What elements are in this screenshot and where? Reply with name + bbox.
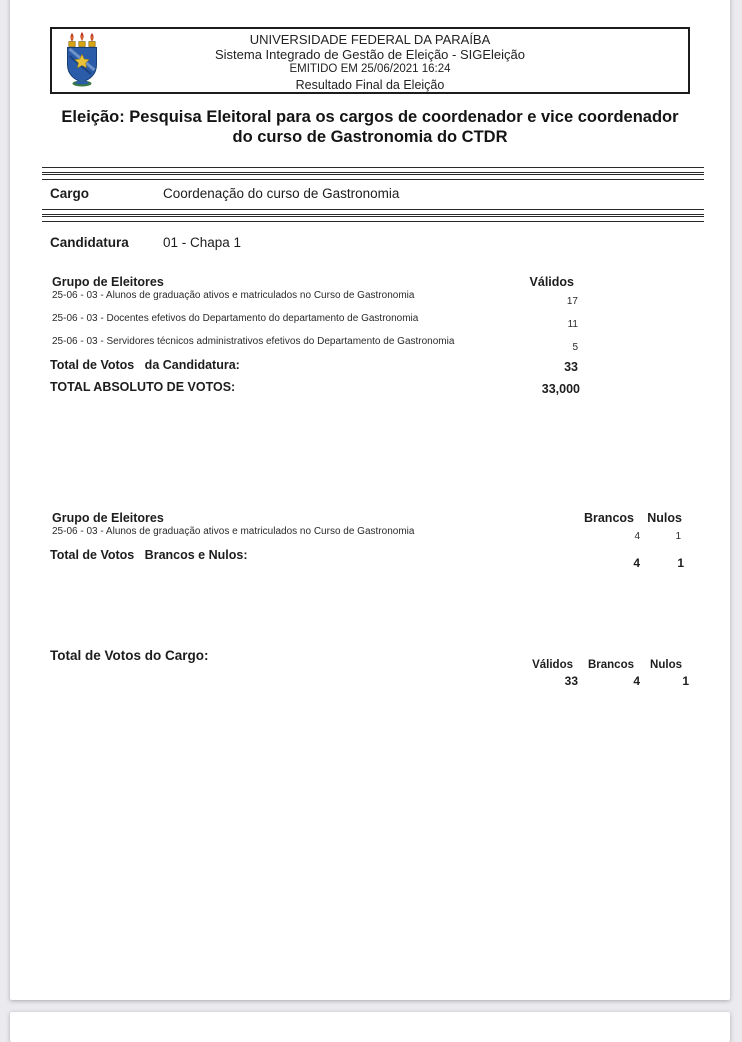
blank-table-brancos-header: Brancos: [583, 511, 634, 525]
report-header-box: [50, 27, 690, 94]
cargo-label: Cargo: [50, 186, 90, 201]
table-row-group: 25-06 - 03 - Alunos de graduação ativos e matriculados no Curso de Gastronomia: [52, 526, 415, 537]
blank-table-group-header: Grupo de Eleitores: [52, 511, 164, 525]
candidatura-label: Candidatura: [50, 235, 129, 250]
divider: [42, 216, 704, 222]
cargo-total-nulos-header: Nulos: [650, 659, 682, 671]
table-row-group: 25-06 - 03 - Alunos de graduação ativos e matriculados no Curso de Gastronomia: [52, 290, 415, 301]
candidatura-total-label: Total de Votos da Candidatura:: [50, 358, 240, 372]
table-row-brancos: 4: [634, 531, 640, 542]
table-row-nulos: 1: [675, 531, 681, 542]
divider: [42, 167, 704, 173]
election-title-line2: do curso de Gastronomia do CTDR: [232, 127, 508, 146]
table-row-validos: 17: [566, 296, 578, 307]
valid-table-group-header: Grupo de Eleitores: [52, 275, 164, 289]
cargo-total-brancos-header: Brancos: [587, 659, 634, 671]
divider: [42, 174, 704, 180]
election-title-line1: Eleição: Pesquisa Eleitoral para os cargos de coordenador e vice coordenador: [61, 108, 679, 126]
blank-null-total-label: Total de Votos Brancos e Nulos:: [50, 548, 248, 562]
cargo-total-validos-value: 33: [564, 674, 578, 688]
header-report-name: Resultado Final da Eleição: [295, 78, 445, 92]
blank-table-nulos-header: Nulos: [647, 511, 682, 525]
cargo-total-validos-header: Válidos: [532, 659, 573, 671]
absolute-total-value: 33,000: [541, 382, 580, 396]
absolute-total-label: TOTAL ABSOLUTO DE VOTOS:: [50, 380, 236, 394]
header-system-name: Sistema Integrado de Gestão de Eleição - SIGEleição: [214, 47, 525, 62]
candidatura-value: 01 - Chapa 1: [163, 235, 242, 250]
document-page-2: [10, 1012, 730, 1042]
divider: [42, 209, 704, 215]
cargo-total-label: Total de Votos do Cargo:: [50, 648, 209, 663]
table-row-group: 25-06 - 03 - Servidores técnicos administrativos efetivos do Departamento de Gastronomia: [52, 336, 455, 347]
election-title: [40, 108, 700, 147]
valid-table-validos-header: Válidos: [529, 275, 574, 289]
table-row-group: 25-06 - 03 - Docentes efetivos do Departamento do departamento de Gastronomia: [52, 313, 419, 324]
candidatura-total-value: 33: [564, 360, 578, 374]
document-page-1: [10, 0, 730, 1000]
table-row-validos: 5: [572, 342, 578, 353]
cargo-total-brancos-value: 4: [633, 674, 640, 688]
cargo-total-nulos-value: 1: [682, 674, 689, 688]
cargo-value: Coordenação do curso de Gastronomia: [163, 186, 400, 201]
header-university-name: UNIVERSIDADE FEDERAL DA PARAÍBA: [249, 32, 491, 47]
header-emitted-at: EMITIDO EM 25/06/2021 16:24: [289, 63, 451, 75]
table-row-validos: 11: [567, 319, 578, 330]
blank-null-total-brancos: 4: [633, 556, 640, 570]
blank-null-total-nulos: 1: [677, 556, 684, 570]
